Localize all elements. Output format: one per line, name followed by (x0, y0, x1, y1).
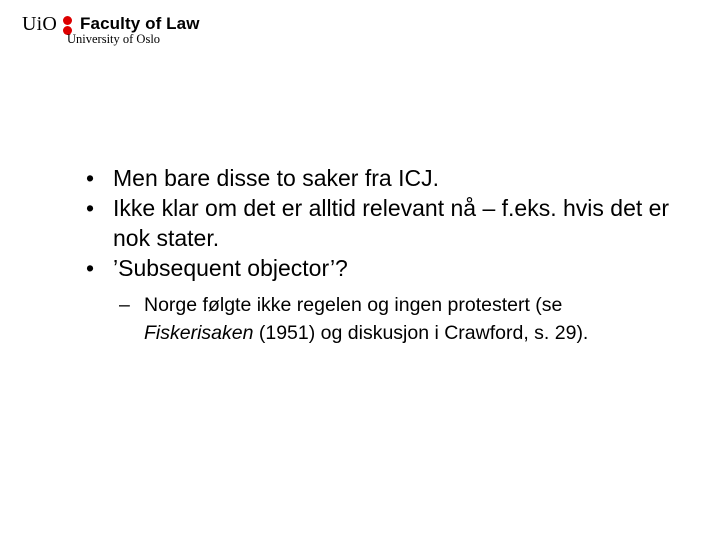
uio-logo-text: UiO (22, 13, 58, 35)
bullet-item (86, 253, 686, 283)
university-name: University of Oslo (67, 32, 161, 46)
bullet-item (86, 163, 686, 193)
bullet-text: Ikke klar om det er alltid relevant nå – f.eks. hvis det er nok stater. (113, 195, 670, 251)
sub-bullet-marker: – (119, 294, 130, 316)
case-name: Fiskerisaken (144, 321, 254, 344)
bullet-text: Men bare disse to saker fra ICJ. (113, 165, 439, 191)
faculty-name: Faculty of Law (80, 14, 200, 33)
bullet-marker: • (86, 165, 95, 191)
slide-content (86, 163, 686, 347)
bullet-marker: • (86, 255, 95, 281)
bullet-marker: • (86, 195, 95, 221)
sub-bullet-item (119, 292, 664, 347)
bullet-item (86, 193, 686, 253)
bullet-text: ’Subsequent objector’? (113, 255, 348, 281)
sub-bullet-text-part1: Norge følgte ikke regelen og ingen protestert (se (144, 294, 563, 316)
header (22, 12, 322, 52)
sub-bullet-text-part2: (1951) og diskusjon i Crawford, s. 29). (253, 321, 589, 344)
